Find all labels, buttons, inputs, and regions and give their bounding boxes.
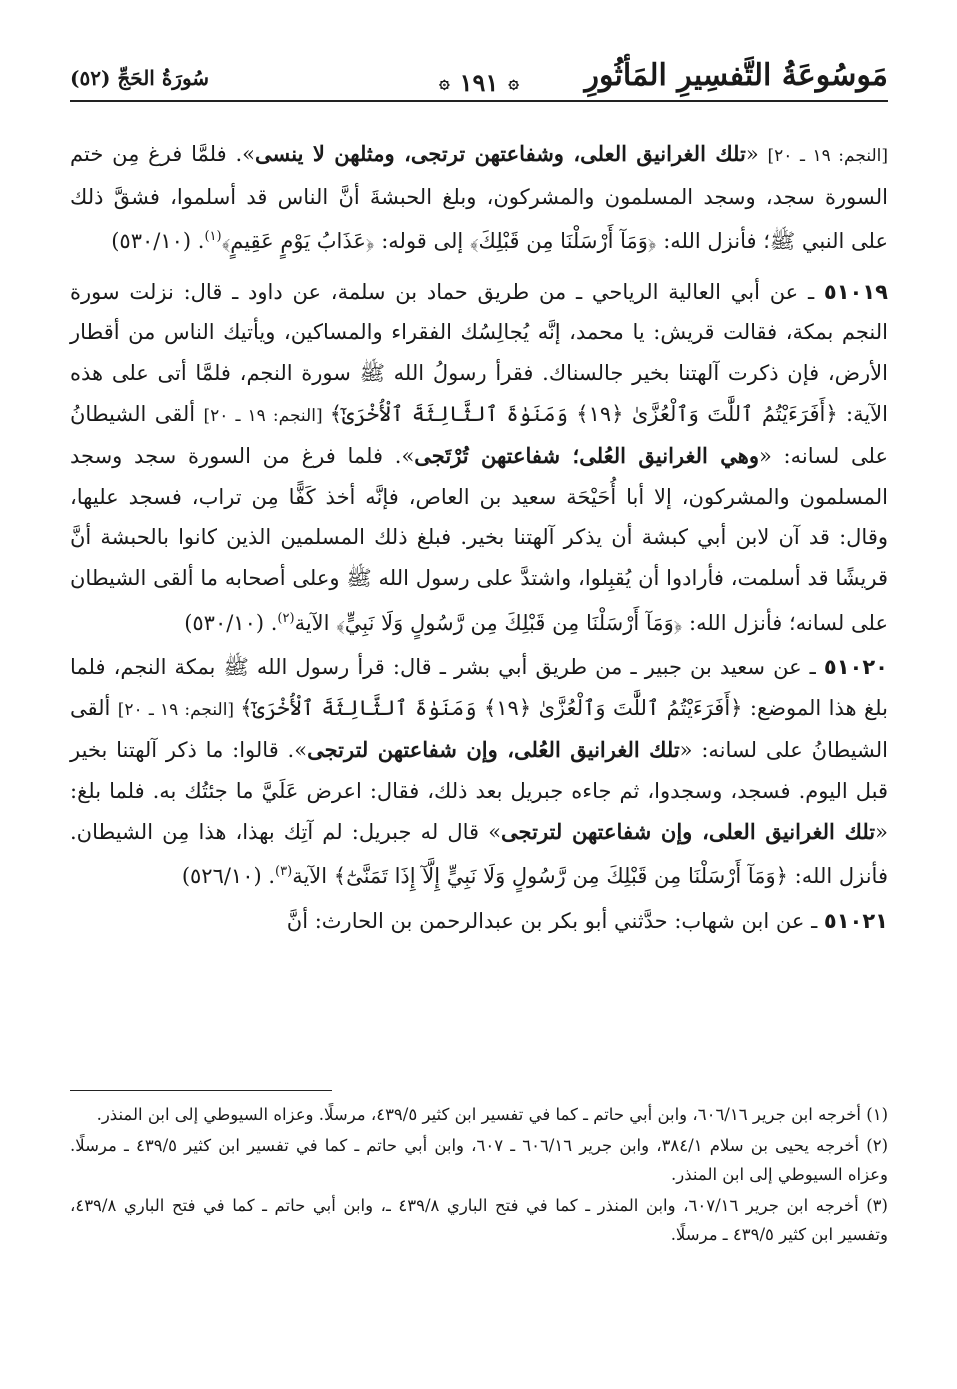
paragraph — [70, 901, 888, 942]
footnote-marker: (٢) — [277, 610, 295, 626]
text-run: ـ عن سعيد بن جبير ـ من طريق أبي بشر ـ قال: قرأ رسول الله ﷺ بمكة النجم، فلما بلغ هذا الموضع: — [70, 655, 888, 720]
book-title: مَوسُوعَةُ التَّفسِيرِ المَأثُورِ — [584, 58, 888, 93]
page-header — [70, 56, 888, 106]
book-page — [70, 56, 888, 1356]
bold-quote: وهي الغرانيق العُلى؛ شفاعتهن تُرْتَجى — [414, 443, 759, 469]
text-run: ـ عن ابن شهاب: حدَّثني أبو بكر بن عبدالرحمن بن الحارث: أنَّ — [286, 908, 824, 933]
quran-verse: ﴿أَفَرَءَيْتُمُ ٱللَّٰتَ وَٱلْعُزَّىٰ ﴿١٩﴾ وَمَنَوٰةَ ٱلثَّالِثَةَ ٱلْأُخْرَىٰٓ﴾ — [329, 401, 838, 426]
footnotes — [70, 1100, 888, 1251]
hadith-number: ٥١٠١٩ — [823, 279, 888, 304]
text-run: ألقى الشيطانُ على لسانه: « — [70, 695, 889, 763]
text-run: ». قالوا: ما ذكر آلهتنا بخير قبل اليوم. فسجد، وسجدوا، ثم جاءه جبريل بعد ذلك، فقال: اعرض عَلَيَّ ما جئتُك به. فلما بلغ: « — [70, 738, 888, 844]
text-run: » قال له جبريل: لم آتِك بهذا، هذا مِن الشيطان. فأنزل الله: — [70, 819, 888, 889]
quran-verse: ﴿عَذَابُ يَوْمٍ عَقِيمٍ﴾ — [221, 229, 375, 254]
page-number-group — [439, 68, 519, 97]
bold-quote: تلك الغرانيق العُلى، وإن شفاعتهن لترتجى — [307, 737, 680, 763]
quran-verse: ﴿وَمَآ أَرْسَلْنَا مِن قَبْلِكَ مِن رَّسُولٍ وَلَا نَبِيٍّ﴾ — [336, 610, 683, 635]
text-run: . (٥٢٦/١٠) — [181, 864, 276, 889]
text-run: « — [745, 142, 768, 166]
quran-verse: ﴿وَمَآ أَرْسَلْنَا مِن قَبْلِكَ﴾ — [469, 229, 657, 254]
text-run: إلى قوله: — [374, 229, 470, 254]
footnote: (٢) أخرجه يحيى بن سلام ٣٨٤/١، وابن جرير ٦٠٦/١٦ ـ ٦٠٧، وابن أبي حاتم ـ كما في تفسير ابن كثير ٤٣٩/٥ ـ مرسلًا. وعزاه السيوطي إلى ابن المنذر. — [70, 1136, 888, 1184]
surah-reference: [النجم: ١٩ ـ ٢٠] — [767, 146, 888, 166]
bold-quote: تلك الغرانيق العلى، وإن شفاعتهن لترتجى — [501, 818, 876, 844]
hadith-number: ٥١٠٢١ — [823, 908, 888, 933]
header-rule — [70, 100, 888, 102]
text-run: ». فلمَّا فرغ مِن ختم السورة سجد، وسجد المسلمون والمشركون، وبلغ الحبشةَ أنَّ الناس قد أسلموا، فشقَّ ذلك على النبي ﷺ؛ فأنزل الله: — [70, 142, 888, 254]
page-number: ١٩١ — [459, 68, 499, 97]
bold-quote: تلك الغرانيق العلى، وشفاعتهن ترتجى، ومثلهن لا ينسى — [255, 141, 746, 166]
text-run: . (٥٣٠/١٠) — [184, 610, 278, 635]
footnote-separator — [70, 1090, 332, 1091]
text-run: الآية — [292, 864, 334, 889]
quran-verse: ﴿أَفَرَءَيْتُمُ ٱللَّٰتَ وَٱلْعُزَّىٰ ﴿١٩﴾ وَمَنَوٰةَ ٱلثَّالِثَةَ ٱلْأُخْرَىٰٓ﴾ — [240, 695, 743, 720]
paragraph — [70, 134, 888, 262]
ornament-left-icon: ۞ — [439, 72, 450, 93]
surah-title: سُورَةُ الحَجِّ (٥٢) — [70, 66, 210, 90]
footnote: (٣) أخرجه ابن جرير ٦٠٧/١٦، وابن المنذر ـ كما في فتح الباري ٤٣٩/٨ ـ، وابن أبي حاتم ـ كما في فتح الباري ٤٣٩/٨، وتفسير ابن كثير ٤٣٩/٥ ـ مرسلًا. — [70, 1196, 888, 1244]
footnote-marker: (١) — [204, 229, 222, 245]
surah-reference: [النجم: ١٩ ـ ٢٠] — [203, 405, 330, 426]
footnote: (١) أخرجه ابن جرير ٦٠٦/١٦، وابن أبي حاتم ـ كما في تفسير ابن كثير ٤٣٩/٥، مرسلًا. وعزاه السيوطي إلى ابن المنذر. — [96, 1105, 888, 1124]
paragraph — [70, 647, 888, 897]
main-text — [70, 134, 888, 945]
text-run: ألقى الشيطانُ على لسانه: « — [70, 401, 888, 469]
paragraph — [70, 272, 888, 643]
text-run: الآية — [294, 610, 337, 635]
text-run: ـ عن أبي العالية الرياحي ـ من طريق حماد بن سلمة، عن داود ـ قال: نزلت سورة النجم بمكة، فقالت قريش: يا محمد، إنَّه يُجالِسُك الفقراء والمساكين، ويأتيك الناس من أقطار الأرض، فإن ذكرت آلهتنا بخير جالسناك. فقرأ رسولُ الله ﷺ سورة النجم، فلمَّا أتى على هذه الآية: — [70, 279, 888, 426]
hadith-number: ٥١٠٢٠ — [823, 655, 888, 680]
surah-reference: [النجم: ١٩ ـ ٢٠] — [117, 699, 241, 720]
ornament-right-icon: ۞ — [508, 72, 519, 93]
text-run: . (٥٣٠/١٠) — [111, 229, 205, 254]
quran-verse: ﴿وَمَآ أَرْسَلْنَا مِن قَبْلِكَ مِن رَّسُولٍ وَلَا نَبِيٍّ إِلَّآ إِذَا تَمَنَّىٰٓ﴾ — [333, 864, 788, 889]
footnote-marker: (٣) — [275, 864, 293, 880]
text-run: ». فلما فرغ من السورة سجد وسجد المسلمون والمشركون، إلا أبا أُحَيْحَة سعيد بن العاص، فإنَّه أخذ كَفًّا مِن تراب، فسجد عليها، وقال: قد آن لابن أبي كبشة أن يذكر آلهتنا بخير. فبلغ ذلك المسلمين الذين كانوا بالحبشة أنَّ قريشًا قد أسلمت، فأرادوا أن يُقبِلوا، واشتدَّ على رسول الله ﷺ وعلى أصحابه ما ألقى الشيطان على لسانه؛ فأنزل الله: — [70, 444, 888, 635]
